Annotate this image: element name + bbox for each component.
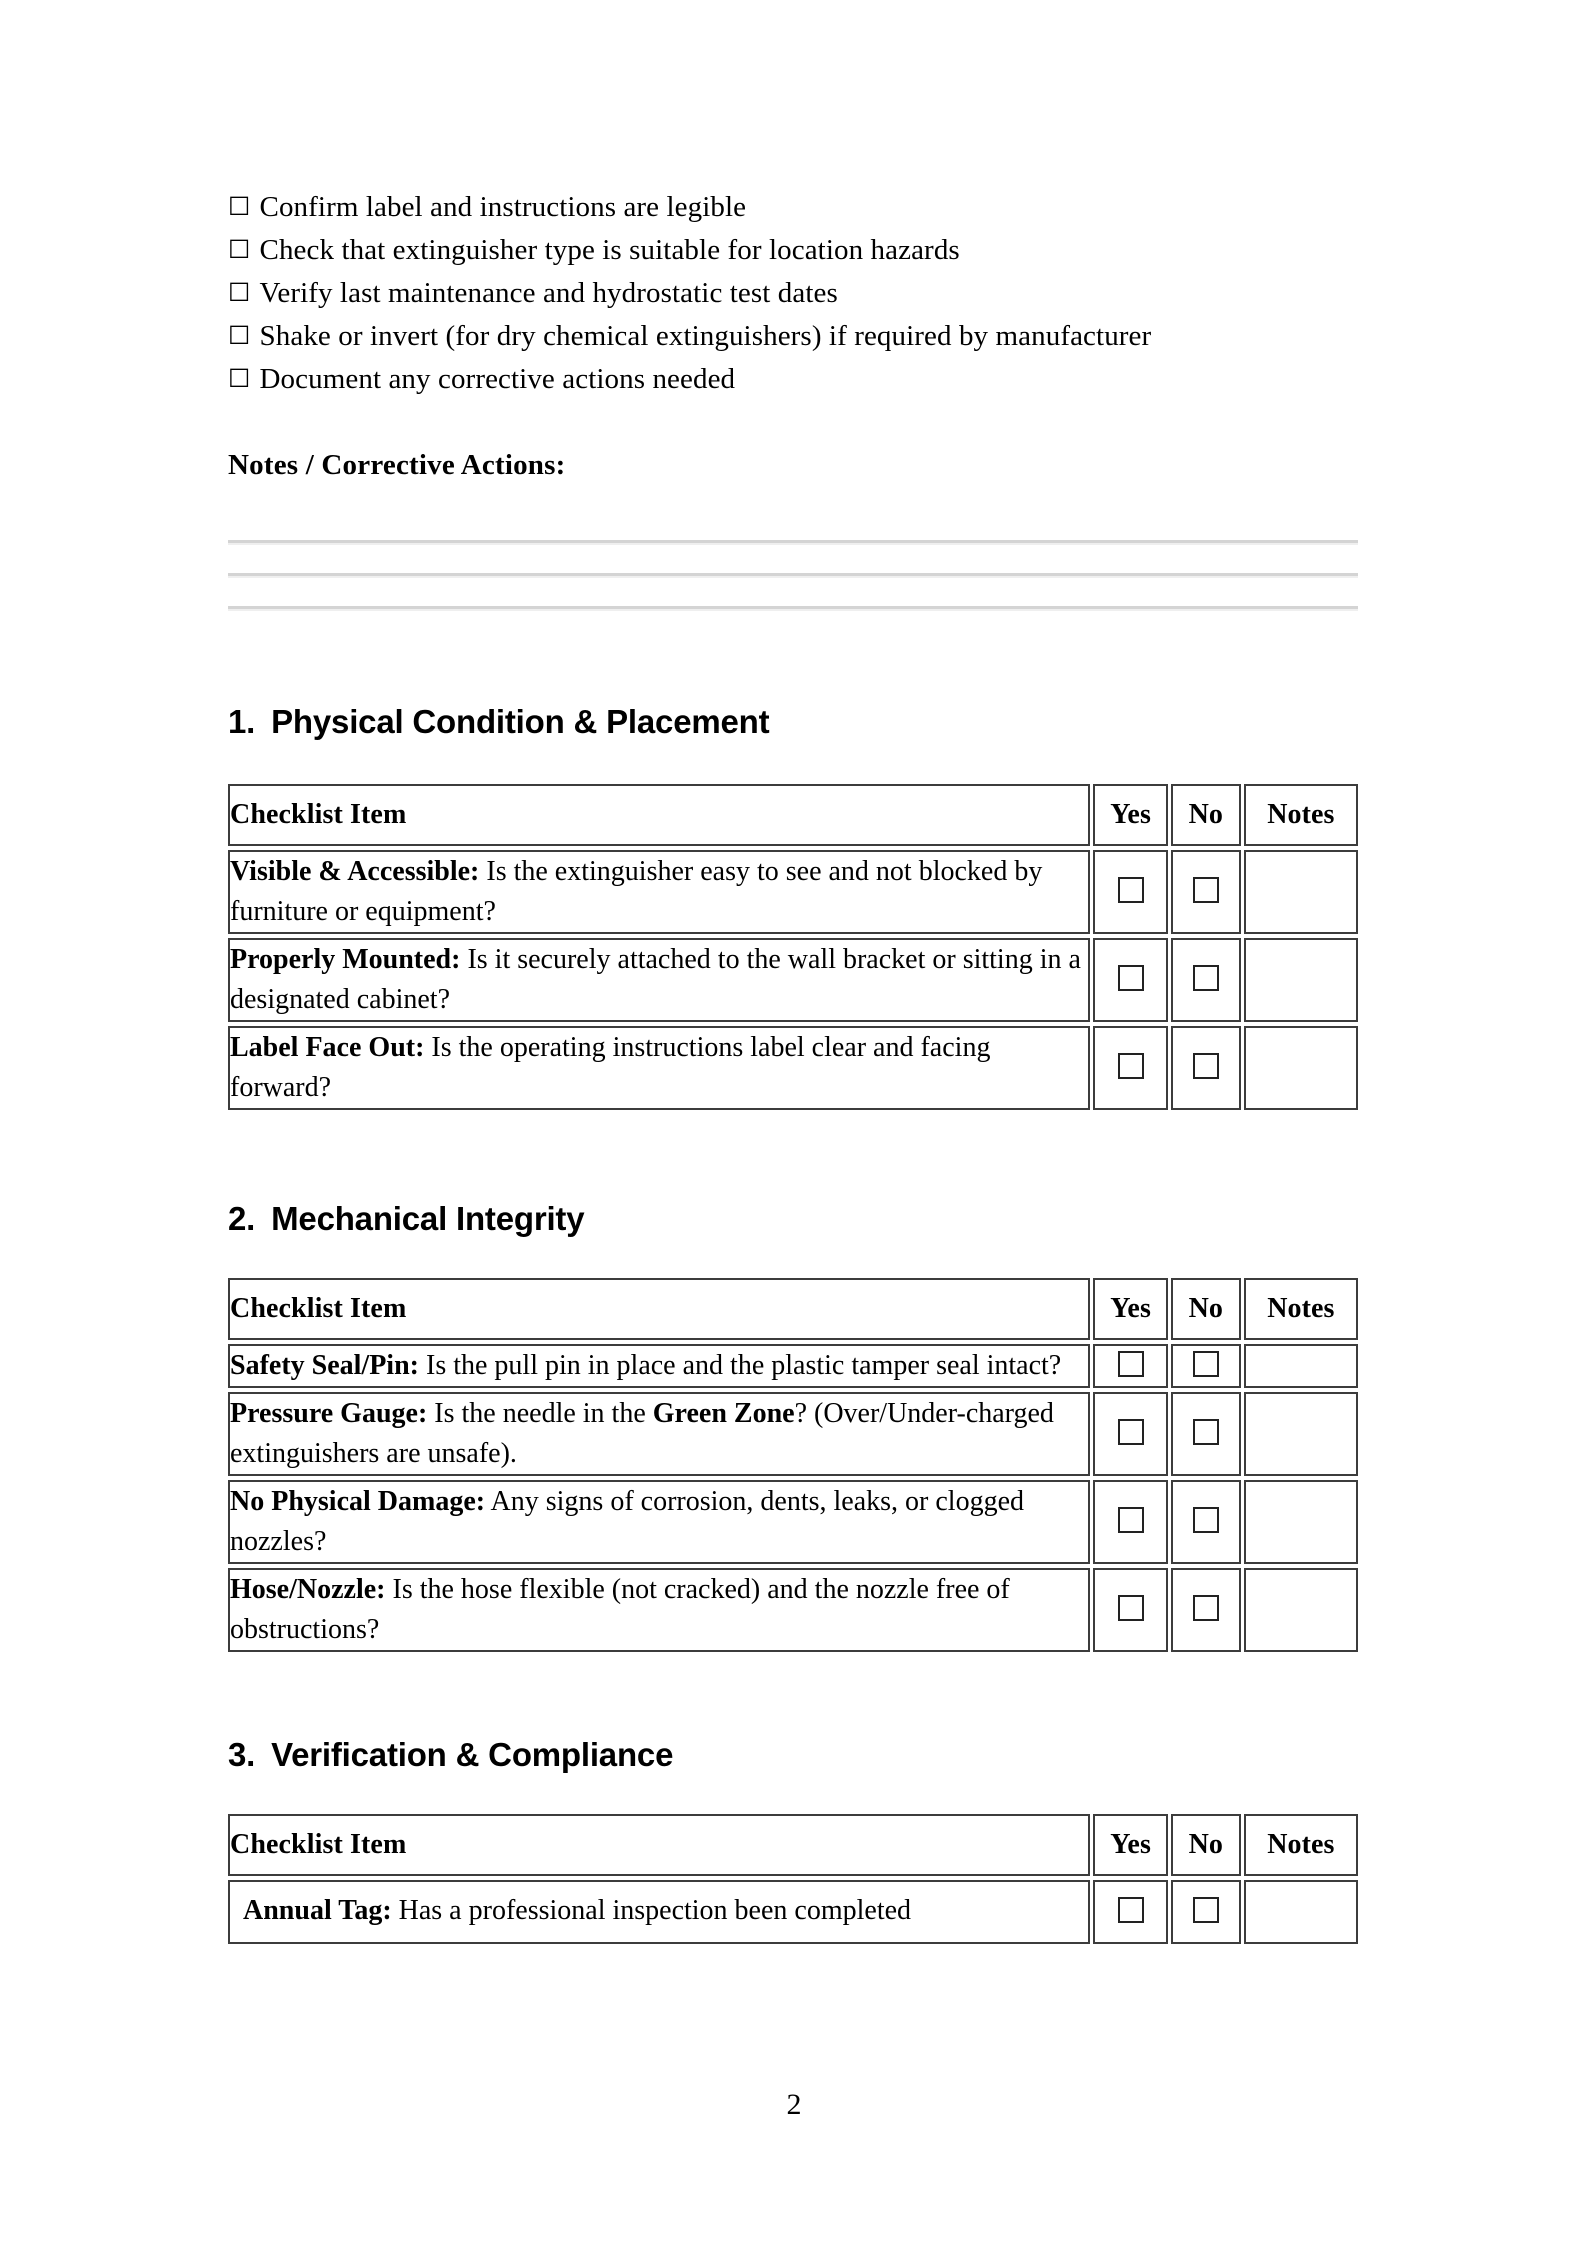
table-header-row <box>228 1814 1358 1876</box>
no-checkbox-icon[interactable] <box>1193 1595 1219 1621</box>
checklist-item-text: Has a professional inspection been completed <box>391 1895 912 1926</box>
yes-cell[interactable] <box>1093 938 1168 1022</box>
checkbox-icon[interactable]: ☐ <box>228 278 251 307</box>
checklist-table-3 <box>225 1810 1361 1948</box>
table-row <box>228 1880 1358 1944</box>
table-row <box>228 850 1358 934</box>
notes-cell[interactable] <box>1244 1480 1358 1564</box>
no-checkbox-icon[interactable] <box>1193 1351 1219 1377</box>
yes-checkbox-icon[interactable] <box>1118 965 1144 991</box>
checklist-item-cell <box>228 938 1090 1022</box>
checklist-table-2 <box>225 1274 1361 1656</box>
checkbox-icon[interactable]: ☐ <box>228 364 251 393</box>
list-item-label: Document any corrective actions needed <box>259 363 736 395</box>
checklist-item-text: Is the pull pin in place and the plastic tamper seal intact? <box>419 1350 1062 1381</box>
no-cell[interactable] <box>1171 1880 1241 1944</box>
no-checkbox-icon[interactable] <box>1193 1419 1219 1445</box>
yes-cell[interactable] <box>1093 1568 1168 1652</box>
notes-cell[interactable] <box>1244 1344 1358 1388</box>
yes-checkbox-icon[interactable] <box>1118 877 1144 903</box>
checkbox-icon[interactable]: ☐ <box>228 235 251 264</box>
no-cell[interactable] <box>1171 850 1241 934</box>
list-item[interactable] <box>228 315 1360 358</box>
list-item[interactable] <box>228 358 1360 401</box>
yes-cell[interactable] <box>1093 1480 1168 1564</box>
checklist-item-label: Properly Mounted: <box>230 944 461 975</box>
yes-checkbox-icon[interactable] <box>1118 1053 1144 1079</box>
checklist-item-label: Annual Tag: <box>243 1895 392 1926</box>
list-item[interactable] <box>228 229 1360 272</box>
list-item[interactable] <box>228 272 1360 315</box>
section-title: Mechanical Integrity <box>271 1200 585 1237</box>
table-row <box>228 1026 1358 1110</box>
column-header-no: No <box>1171 784 1241 846</box>
column-header-item: Checklist Item <box>228 784 1090 846</box>
section-heading-3 <box>228 1736 1360 1774</box>
checklist-item-cell <box>228 850 1090 934</box>
notes-cell[interactable] <box>1244 850 1358 934</box>
section-heading-1 <box>228 703 1360 741</box>
yes-cell[interactable] <box>1093 1880 1168 1944</box>
yes-checkbox-icon[interactable] <box>1118 1419 1144 1445</box>
table-row <box>228 1480 1358 1564</box>
yes-cell[interactable] <box>1093 1344 1168 1388</box>
checklist-item-text: Is it securely attached to the wall bracket or sitting in a designated cabinet? <box>230 944 1081 1015</box>
no-checkbox-icon[interactable] <box>1193 1507 1219 1533</box>
checklist-item-cell <box>228 1880 1090 1944</box>
section-number: 1. <box>228 703 256 740</box>
column-header-no: No <box>1171 1278 1241 1340</box>
column-header-notes: Notes <box>1244 1814 1358 1876</box>
notes-cell[interactable] <box>1244 938 1358 1022</box>
no-cell[interactable] <box>1171 1344 1241 1388</box>
table-row <box>228 1568 1358 1652</box>
checklist-item-cell <box>228 1344 1090 1388</box>
checklist-item-label: Visible & Accessible: <box>230 856 480 887</box>
checklist-table-1 <box>225 780 1361 1114</box>
yes-cell[interactable] <box>1093 850 1168 934</box>
notes-cell[interactable] <box>1244 1880 1358 1944</box>
list-item-label: Confirm label and instructions are legible <box>259 191 747 223</box>
checklist-item-text: Is the extinguisher easy to see and not blocked by furniture or equipment? <box>230 856 1043 927</box>
intro-checklist <box>228 186 1360 401</box>
section-number: 3. <box>228 1736 256 1773</box>
table-header-row <box>228 1278 1358 1340</box>
checklist-item-text-after: ? (Over/Under-charged extinguishers are unsafe). <box>230 1398 1054 1469</box>
table-row <box>228 1344 1358 1388</box>
checklist-item-text: Is the hose flexible (not cracked) and the nozzle free of obstructions? <box>230 1574 1010 1645</box>
column-header-notes: Notes <box>1244 1278 1358 1340</box>
checklist-item-text: Is the operating instructions label clear and facing forward? <box>230 1032 991 1103</box>
list-item-label: Check that extinguisher type is suitable for location hazards <box>259 234 960 266</box>
notes-write-line <box>228 540 1358 545</box>
no-checkbox-icon[interactable] <box>1193 1053 1219 1079</box>
no-cell[interactable] <box>1171 1568 1241 1652</box>
checklist-item-label: Safety Seal/Pin: <box>230 1350 419 1381</box>
checklist-item-cell <box>228 1568 1090 1652</box>
column-header-notes: Notes <box>1244 784 1358 846</box>
table-header-row <box>228 784 1358 846</box>
yes-cell[interactable] <box>1093 1392 1168 1476</box>
page-number: 2 <box>786 2088 802 2121</box>
checklist-item-cell <box>228 1026 1090 1110</box>
yes-cell[interactable] <box>1093 1026 1168 1110</box>
section-title: Verification & Compliance <box>271 1736 674 1773</box>
checklist-item-emphasis: Green Zone <box>652 1398 795 1429</box>
checklist-item-label: No Physical Damage: <box>230 1486 486 1517</box>
list-item-label: Verify last maintenance and hydrostatic test dates <box>259 277 838 309</box>
notes-cell[interactable] <box>1244 1026 1358 1110</box>
no-cell[interactable] <box>1171 1026 1241 1110</box>
column-header-no: No <box>1171 1814 1241 1876</box>
notes-write-line <box>228 573 1358 578</box>
table-row <box>228 1392 1358 1476</box>
notes-write-line <box>228 606 1358 611</box>
column-header-item: Checklist Item <box>228 1278 1090 1340</box>
no-checkbox-icon[interactable] <box>1193 877 1219 903</box>
checklist-item-cell <box>228 1480 1090 1564</box>
column-header-yes: Yes <box>1093 1814 1168 1876</box>
checklist-item-label: Pressure Gauge: <box>230 1398 428 1429</box>
checklist-item-text: Any signs of corrosion, dents, leaks, or clogged nozzles? <box>230 1486 1024 1557</box>
yes-checkbox-icon[interactable] <box>1118 1897 1144 1923</box>
no-cell[interactable] <box>1171 1392 1241 1476</box>
no-cell[interactable] <box>1171 938 1241 1022</box>
no-checkbox-icon[interactable] <box>1193 1897 1219 1923</box>
yes-checkbox-icon[interactable] <box>1118 1507 1144 1533</box>
list-item-label: Shake or invert (for dry chemical extinguishers) if required by manufacturer <box>259 320 1152 352</box>
checkbox-icon[interactable]: ☐ <box>228 321 251 350</box>
no-cell[interactable] <box>1171 1480 1241 1564</box>
table-row <box>228 938 1358 1022</box>
checklist-item-label: Label Face Out: <box>230 1032 425 1063</box>
checklist-item-text: Is the needle in the <box>427 1398 653 1429</box>
no-checkbox-icon[interactable] <box>1193 965 1219 991</box>
section-heading-2 <box>228 1200 1360 1238</box>
yes-checkbox-icon[interactable] <box>1118 1595 1144 1621</box>
notes-heading: Notes / Corrective Actions: <box>228 449 566 481</box>
section-number: 2. <box>228 1200 256 1237</box>
checklist-item-label: Hose/Nozzle: <box>230 1574 386 1605</box>
checklist-item-cell <box>228 1392 1090 1476</box>
notes-cell[interactable] <box>1244 1568 1358 1652</box>
column-header-yes: Yes <box>1093 784 1168 846</box>
notes-cell[interactable] <box>1244 1392 1358 1476</box>
yes-checkbox-icon[interactable] <box>1118 1351 1144 1377</box>
section-title: Physical Condition & Placement <box>271 703 770 740</box>
column-header-yes: Yes <box>1093 1278 1168 1340</box>
column-header-item: Checklist Item <box>228 1814 1090 1876</box>
list-item[interactable] <box>228 186 1360 229</box>
checkbox-icon[interactable]: ☐ <box>228 192 251 221</box>
